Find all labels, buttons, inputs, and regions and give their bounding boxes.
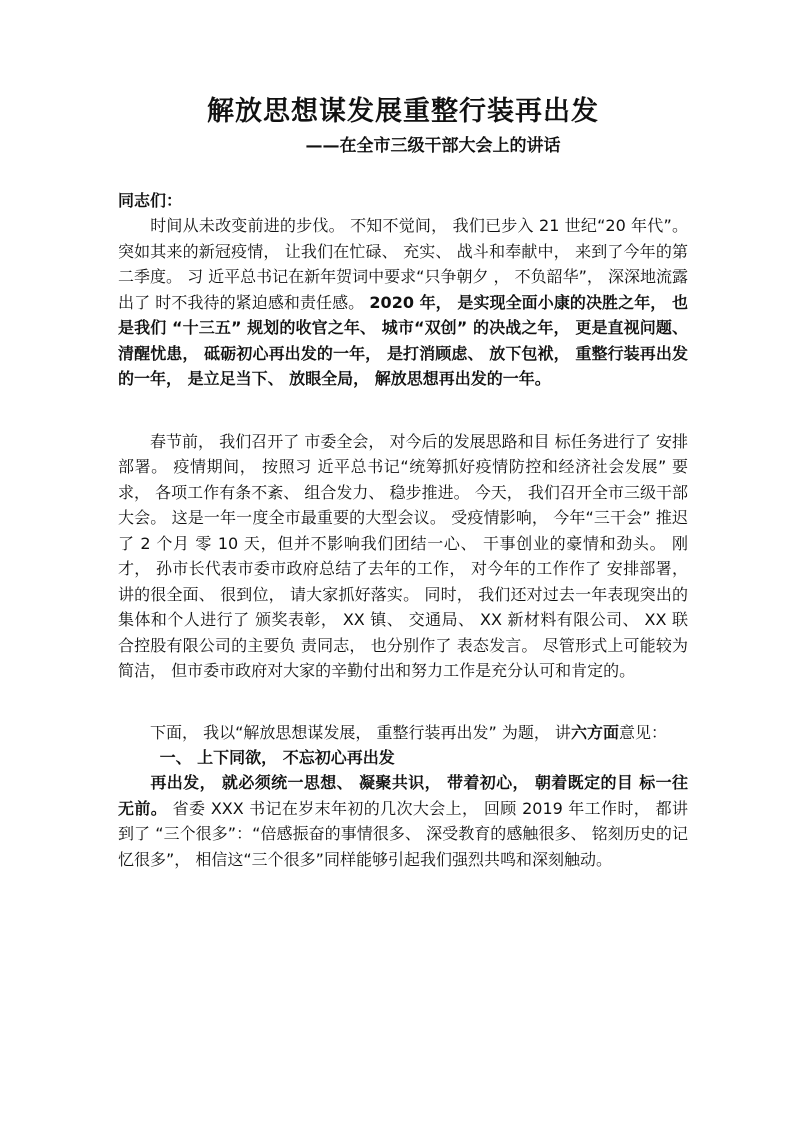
document-page — [118, 92, 688, 872]
paragraph-4-text: 省委 XXX 书记在岁末年初的几次大会上， 回顾 2019 年工作时， 都讲到了 “三个很多”：“倍感振奋的事情很多、 深受教育的感触很多、 铭刻历史的记忆很多”， 相信这“三个很多”同样能够引起我们强烈共鸣和深刻触动。 — [118, 798, 688, 869]
paragraph-3 — [118, 720, 688, 746]
salutation: 同志们： — [118, 191, 183, 210]
section-1-heading-text: 一、 上下同欲， 不忘初心再出发 — [159, 748, 395, 767]
paragraph-3-tail: 意见： — [618, 722, 667, 742]
paragraph-2-text: 春节前， 我们召开了 市委全会， 对今后的发展思路和目 标任务进行了 安排部署。 疫情期间， 按照习 近平总书记“统筹抓好疫情防控和经济社会发展” 要求， 各项工作有条不紊、 组合发力、 稳步推进。 今天， 我们召开全市三级干部大会。 这是一年一度全市最重要的大型会议。 受疫情影响， 今年“三干会” 推迟了 2 个月 零 10 天，但并不影响我们团结一心、 干事创业的豪情和劲头。 刚才， 孙市长代表市委市政府总结了去年的工作， 对今年的工作作了 安排部署，讲的很全面、 很到位， 请大家抓好落实。 同时， 我们还对过去一年表现突出的集体和个人进行了 颁奖表彰， XX 镇、 交通局、 XX 新材料有限公司、 XX 联合控股有限公司的主要负 责同志， 也分别作了 表态发言。 尽管形式上可能较为简洁， 但市委市政府对大家的辛勤付出和努力工作是充分认可和肯定的。 — [118, 431, 688, 680]
paragraph-1-text: 时间从未改变前进的步伐。 不知不觉间， 我们已步入 21 世纪“20 年代”。 突如其来的新冠疫情， 让我们在忙碌、 充实、 战斗和奉献中， 来到了今年的第二季度。 习 近平总书记在新年贺词中要求“只争朝夕 ， 不负韶华”， 深深地流露出了 时不我待的紧迫感和责任感。 — [118, 216, 689, 312]
paragraph-3-text: 下面， 我以“解放思想谋发展， 重整行装再出发” 为题， 讲 — [150, 722, 571, 742]
paragraph-4 — [118, 770, 688, 872]
paragraph-1 — [118, 213, 688, 392]
paragraph-4-emphasis: 再出发， 就必须统一思想、 凝聚共识， 带着初心， 朝着既定的目 标一往无前。 — [118, 773, 688, 818]
document-subtitle: ——在全市三级干部大会上的讲话 — [305, 136, 561, 156]
section-1-heading — [118, 745, 688, 770]
paragraph-3-emphasis: 六方面 — [570, 722, 619, 742]
paragraph-1-emphasis: 2020 年， 是实现全面小康的决胜之年， 也是我们 “十三五” 规划的收官之年、 城市“双创” 的决战之年， 更是直视问题、 清醒忧患， 砥砺初心再出发的一年， 是打消顾虑、 放下包袱， 重整行装再出发的一年， 是立足当下、 放眼全局， 解放思想再出发的一年。 — [118, 292, 688, 388]
paragraph-2 — [118, 429, 688, 684]
document-title: 解放思想谋发展重整行装再出发 — [207, 96, 599, 127]
